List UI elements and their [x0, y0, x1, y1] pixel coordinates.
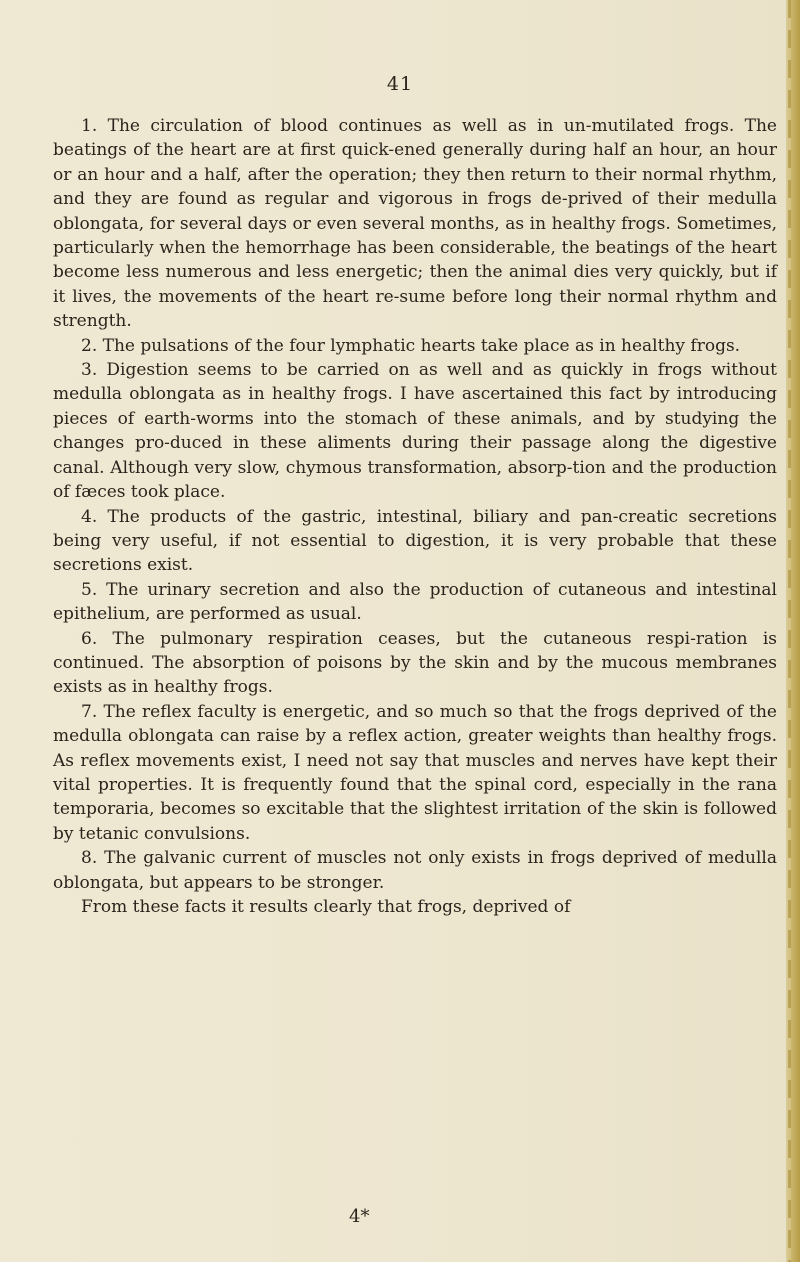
body-text: [53, 114, 777, 919]
paragraph-8: 8. The galvanic current of muscles not only exists in frogs deprived of medulla oblongata, but appears to be stronger.: [53, 848, 777, 893]
paragraph-5: 5. The urinary secretion and also the production of cutaneous and intestinal epithelium, are performed as usual.: [53, 579, 777, 625]
signature-mark: 4*: [349, 1206, 370, 1227]
paragraph-1: 1. The circulation of blood continues as well as in un-mutilated frogs. The beatings of the heart are at first quick-ened generally during half an hour, an hour or an hour and a half, after the operation; they then return to their normal rhythm, and they are found as regular and vigorous in frogs de-prived of their medulla oblongata, for several days or even several months, as in healthy frogs. Sometimes, particularly when the hemorrhage has been considerable, the beatings of the heart become less numerous and less energetic; then the animal dies very quickly, but if it lives, the movements of the heart re-sume before long their normal rhythm and strength.: [53, 116, 777, 332]
page-edge-binding: [786, 0, 800, 1262]
paragraph-6: 6. The pulmonary respiration ceases, but the cutaneous respi-ration is continued. The absorption of poisons by the skin and by the mucous membranes exists as in healthy frogs.: [53, 628, 777, 698]
page-number: 41: [386, 73, 414, 95]
paragraph-2: 2. The pulsations of the four lymphatic hearts take place as in healthy frogs.: [81, 335, 741, 356]
paragraph-4: 4. The products of the gastric, intestinal, biliary and pan-creatic secretions being very useful, if not essential to digestion, it is very probable that these secretions exist.: [53, 506, 777, 576]
paragraph-7: 7. The reflex faculty is energetic, and so much so that the frogs deprived of the medulla oblongata can raise by a reflex action, greater weights than healthy frogs. As reflex movements exist, I need not say that muscles and nerves have kept their vital properties. It is frequently found that the spinal cord, especially in the rana temporaria, becomes so excitable that the slightest irritation of the skin is followed by tetanic convulsions.: [53, 701, 777, 844]
paragraph-3: 3. Digestion seems to be carried on as well and as quickly in frogs without medulla oblongata as in healthy frogs. I have ascertained this fact by introducing pieces of earth-worms into the stomach of these animals, and by studying the changes pro-duced in these aliments during their passage along the digestive canal. Although very slow, chymous transformation, absorp-tion and the production of fæces took place.: [53, 360, 777, 503]
paragraph-9: From these facts it results clearly that frogs, deprived of: [81, 897, 571, 917]
